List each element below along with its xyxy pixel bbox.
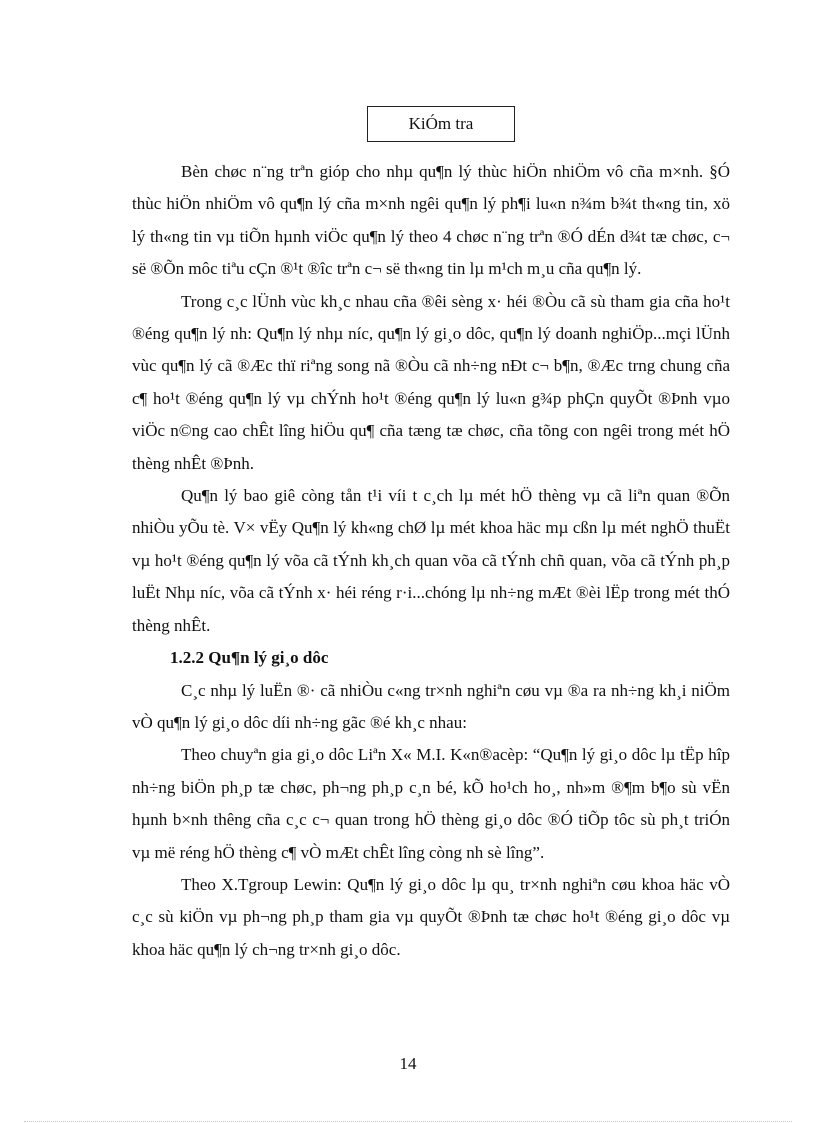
paragraph-3: Qu¶n lý bao giê còng tån t¹i víi t c¸ch lµ mét hÖ thèng vµ cã liªn quan ®Õn nhiÒu yÕu tè. V× vËy Qu¶n lý kh«ng chØ lµ mét khoa häc mµ cßn lµ mét nghÖ thuËt vµ ho¹t ®éng qu¶n lý võa cã tÝnh kh¸ch quan võa cã tÝnh chñ quan, võa cã tÝnh ph¸p luËt Nhµ níc, võa cã tÝnh x· héi réng r·i...chóng lµ nh÷ng mÆt ®èi lËp trong mét thÓ thèng nhÊt.: [132, 486, 730, 635]
subsection-heading: 1.2.2 Qu¶n lý gi¸o dôc: [170, 648, 329, 668]
paragraph-2: Trong c¸c lÜnh vùc kh¸c nhau cña ®êi sèng x· héi ®Òu cã sù tham gia cña ho¹t ®éng qu¶n lý nh: Qu¶n lý nhµ níc, qu¶n lý gi¸o dôc, qu¶n lý doanh nghiÖp...mçi lÜnh vùc qu¶n lý cã ®Æc thï riªng song nã ®Òu cã nh÷ng nÐt c¬ b¶n, ®Æc trng chung cña c¶ ho¹t ®éng qu¶n lý vµ chÝnh ho¹t ®éng qu¶n lý lu«n g¾p phÇn quyÕt ®Þnh vµo viÖc n©ng cao chÊt lîng hiÖu qu¶ cña tæng tæ chøc, cña tõng con ngêi trong mét hÖ thèng nhÊt ®Þnh.: [132, 291, 730, 473]
section-title: KiÓm tra: [408, 114, 474, 133]
section-title-box: [367, 106, 515, 142]
bottom-dotted-rule: [24, 1121, 792, 1122]
paragraph-4: C¸c nhµ lý luËn ®· cã nhiÒu c«ng tr×nh nghiªn cøu vµ ®a ra nh÷ng kh¸i niÖm vÒ qu¶n lý gi¸o dôc díi nh÷ng gãc ®é kh¸c nhau:: [132, 680, 730, 732]
paragraph-1: Bèn chøc n¨ng trªn gióp cho nhµ qu¶n lý thùc hiÖn nhiÖm vô cña m×nh. §Ó thùc hiÖn nhiÖm vô qu¶n lý cña m×nh ngêi qu¶n lý ph¶i lu«n n¾m b¾t th«ng tin, xö lý th«ng tin vµ tiÕn hµnh viÖc qu¶n lý theo 4 chøc n¨ng trªn ®Ó dÉn d¾t tæ chøc, c¬ së ®Õn môc tiªu cÇn ®¹t ®îc trªn c¬ së th«ng tin lµ m¹ch m¸u cña qu¶n lý.: [132, 162, 730, 279]
body-text: [132, 156, 730, 966]
page-number: 14: [399, 1054, 417, 1073]
paragraph-6: Theo X.Tgroup Lewin: Qu¶n lý gi¸o dôc lµ qu¸ tr×nh nghiªn cøu khoa häc vÒ c¸c sù kiÖn vµ ph¬ng ph¸p tham gia vµ quyÕt ®Þnh tæ chøc ho¹t ®éng gi¸o dôc vµ khoa häc qu¶n lý ch¬ng tr×nh gi¸o dôc.: [132, 874, 730, 959]
paragraph-5: Theo chuyªn gia gi¸o dôc Liªn X« M.I. K«n®acèp: “Qu¶n lý gi¸o dôc lµ tËp hîp nh÷ng biÖn ph¸p tæ chøc, ph¬ng ph¸p c¸n bé, kÕ ho¹ch ho¸, nh»m ®¶m b¶o sù vËn hµnh b×nh thêng cña c¸c c¬ quan trong hÖ thèng gi¸o dôc ®Ó tiÕp tôc sù ph¸t triÓn vµ më réng hÖ thèng c¶ vÒ mÆt chÊt lîng còng nh sè lîng”.: [132, 745, 730, 862]
